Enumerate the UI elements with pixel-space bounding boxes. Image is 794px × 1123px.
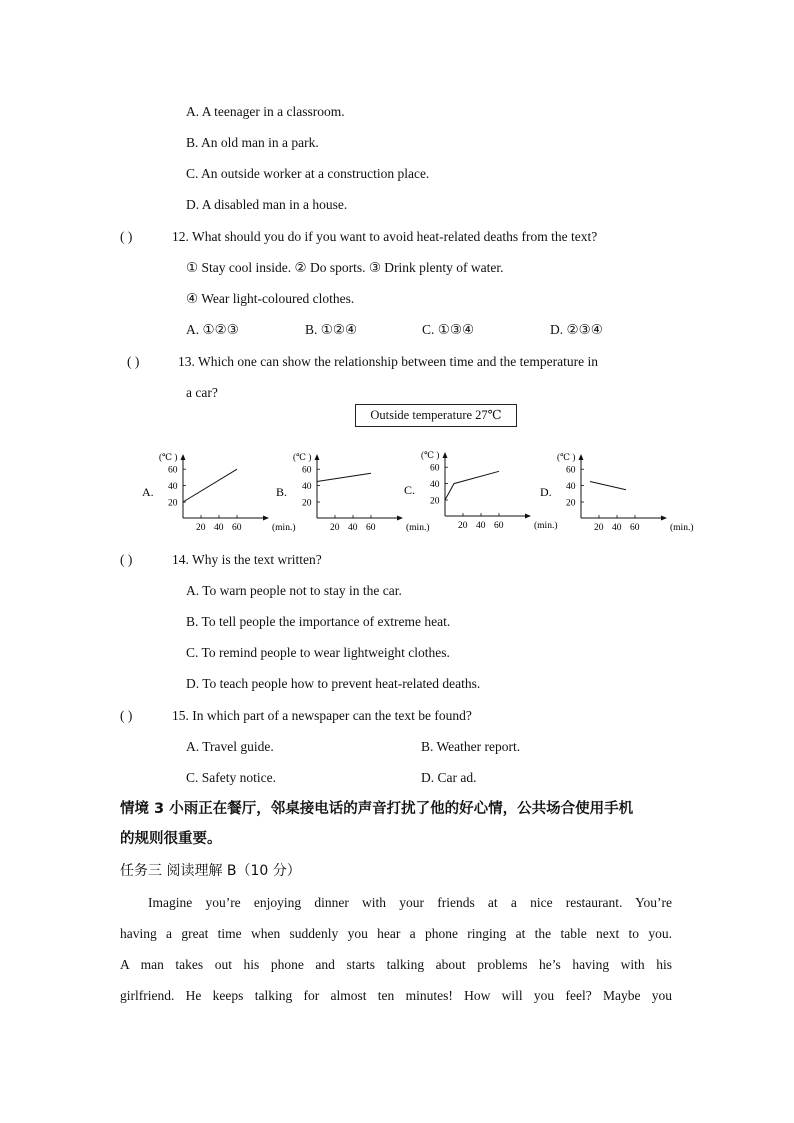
x-tick-label: 60 [232, 523, 242, 533]
q15-option-d: D. Car ad. [421, 770, 477, 785]
x-axis-label: (min.) [670, 523, 694, 533]
graph-d [536, 450, 694, 533]
q13-answer-blank: ( ) [127, 354, 140, 369]
task3-heading: 任务三 阅读理解 B（10 分） [120, 863, 301, 879]
q15-stem: 15. In which part of a newspaper can the text be found? [172, 708, 472, 723]
passage-line-3: A man takes out his phone and starts talking about problems he’s having with his [120, 957, 672, 972]
q12-answer-blank: ( ) [120, 229, 133, 244]
q15-option-c: C. Safety notice. [186, 770, 276, 785]
y-axis-arrow [181, 454, 186, 460]
graph-c [400, 448, 558, 532]
q11-option-d: D. A disabled man in a house. [186, 197, 348, 212]
scenario3-label: 情境 3 [120, 801, 165, 817]
scenario3-line1 [120, 798, 633, 820]
x-tick-label: 40 [612, 523, 622, 533]
y-axis-label: (℃ ) [159, 452, 178, 462]
q11-option-a: A. A teenager in a classroom. [186, 104, 345, 119]
x-tick-label: 60 [494, 521, 504, 531]
temperature-line [445, 471, 499, 500]
graph-option-label: C. [404, 483, 416, 497]
y-tick-label: 20 [566, 498, 576, 509]
graph-b [272, 450, 430, 533]
x-axis-arrow [525, 514, 531, 519]
q12-choice-d: D. ②③④ [550, 322, 603, 337]
q15-option-b: B. Weather report. [421, 739, 521, 754]
q14-option-a: A. To warn people not to stay in the car. [186, 583, 402, 598]
y-axis-label: (℃ ) [421, 450, 440, 460]
x-tick-label: 40 [214, 523, 224, 533]
x-tick-label: 20 [196, 523, 206, 533]
x-axis-label: (min.) [272, 523, 296, 533]
y-tick-label: 40 [430, 480, 440, 491]
x-axis-arrow [263, 516, 269, 521]
x-tick-label: 60 [366, 523, 376, 533]
x-tick-label: 20 [594, 523, 604, 533]
y-tick-label: 20 [168, 498, 178, 509]
y-tick-label: 40 [168, 482, 178, 493]
y-axis-arrow [579, 454, 584, 460]
q12-choice-c: C. ①③④ [422, 322, 475, 337]
graph-option-label: A. [142, 485, 154, 499]
q14-stem: 14. Why is the text written? [172, 552, 322, 567]
y-tick-label: 60 [302, 465, 312, 476]
outside-temperature-label: Outside temperature 27℃ [355, 404, 517, 427]
q11-option-c: C. An outside worker at a construction place. [186, 166, 430, 181]
q14-option-d: D. To teach people how to prevent heat-related deaths. [186, 676, 481, 691]
x-tick-label: 20 [458, 521, 468, 531]
y-axis-arrow [443, 452, 448, 458]
q11-option-b: B. An old man in a park. [186, 135, 319, 150]
q12-items-line2: ④ Wear light-coloured clothes. [186, 291, 355, 306]
q15-option-a: A. Travel guide. [186, 739, 274, 754]
q12-choice-a: A. ①②③ [186, 322, 239, 337]
scenario3-text: 小雨正在餐厅，邻桌接电话的声音打扰了他的好心情，公共场合使用手机 [164, 801, 634, 817]
y-axis-arrow [315, 454, 320, 460]
q12-items-line1: ① Stay cool inside. ② Do sports. ③ Drink plenty of water. [186, 260, 504, 275]
q14-option-b: B. To tell people the importance of extreme heat. [186, 614, 451, 629]
temperature-line [590, 482, 626, 490]
passage-line-2: having a great time when suddenly you hear a phone ringing at the table next to you. [120, 926, 672, 941]
x-tick-label: 20 [330, 523, 340, 533]
q14-answer-blank: ( ) [120, 552, 133, 567]
y-tick-label: 20 [430, 496, 440, 507]
y-tick-label: 60 [168, 465, 178, 476]
q12-choice-b: B. ①②④ [305, 322, 358, 337]
y-tick-label: 60 [430, 463, 440, 474]
y-tick-label: 20 [302, 498, 312, 509]
x-tick-label: 60 [630, 523, 640, 533]
graph-option-label: B. [276, 485, 288, 499]
temperature-line [183, 469, 237, 502]
y-axis-label: (℃ ) [293, 452, 312, 462]
temperature-line [317, 473, 371, 481]
y-tick-label: 60 [566, 465, 576, 476]
x-tick-label: 40 [348, 523, 358, 533]
x-axis-label: (min.) [406, 523, 430, 533]
y-tick-label: 40 [302, 482, 312, 493]
x-axis-arrow [661, 516, 667, 521]
q13-stem-line2: a car? [186, 385, 218, 400]
y-tick-label: 40 [566, 482, 576, 493]
x-tick-label: 40 [476, 521, 486, 531]
q14-option-c: C. To remind people to wear lightweight clothes. [186, 645, 450, 660]
passage-line-4: girlfriend. He keeps talking for almost ten minutes! How will you feel? Maybe you [120, 988, 672, 1003]
q15-answer-blank: ( ) [120, 708, 133, 723]
q12-stem: 12. What should you do if you want to avoid heat-related deaths from the text? [172, 229, 598, 244]
y-axis-label: (℃ ) [557, 452, 576, 462]
q13-stem-line1: 13. Which one can show the relationship between time and the temperature in [178, 354, 598, 369]
x-axis-label: (min.) [534, 521, 558, 531]
scenario3-line2: 的规则很重要。 [120, 831, 222, 847]
graph-a [138, 450, 296, 533]
graph-option-label: D. [540, 485, 552, 499]
passage-line-1: Imagine you’re enjoying dinner with your friends at a nice restaurant. You’re [148, 895, 672, 910]
